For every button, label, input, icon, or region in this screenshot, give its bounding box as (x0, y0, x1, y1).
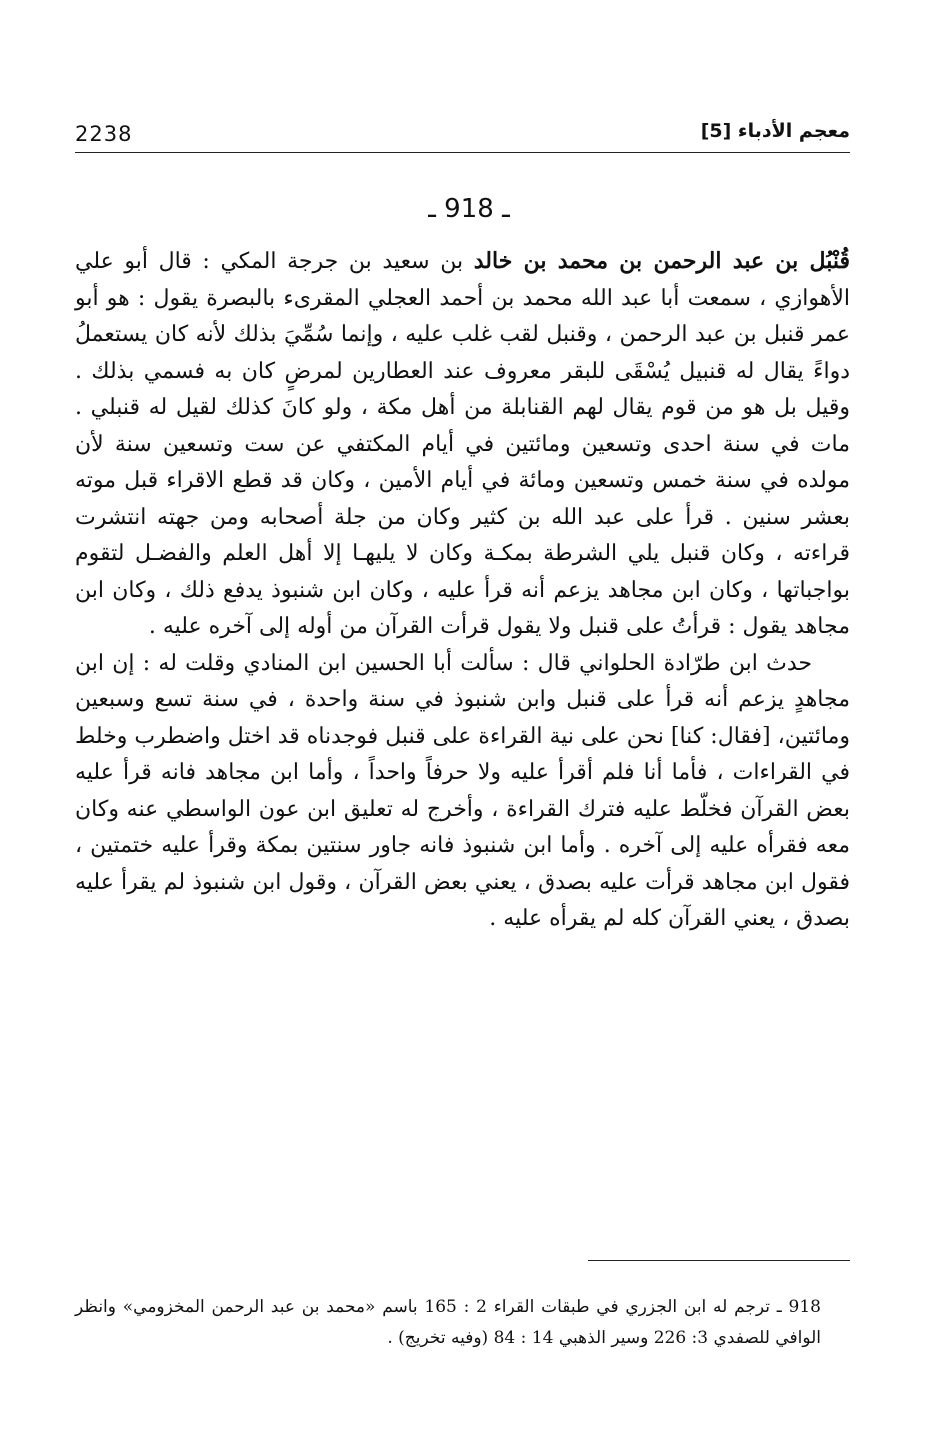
subject-name: قُنْبُل بن عبد الرحمن بن محمد بن خالد (473, 248, 850, 274)
running-header (75, 120, 850, 153)
footnote-divider (588, 1260, 850, 1261)
footnote: 918 ـ ترجم له ابن الجزري في طبقات القراء 2 : 165 باسم «محمد بن عبد الرحمن المخزومي» وانظر الوافي للصفدي 3: 226 وسير الذهبي 14 : 84 (وفيه تخريج) . (75, 1297, 821, 1348)
page-number: 2238 (75, 122, 133, 146)
book-title: معجم الأدباء [5] (700, 120, 850, 142)
paragraph-2: حدث ابن طرّادة الحلواني قال : سألت أبا الحسين ابن المنادي وقلت له : إن ابن مجاهدٍ يزعم أنه قرأ على قنبل وابن شنبوذ في سنة واحدة ، في سنة تسع وسبعين ومائتين، [فقال: كنا] نحن على نية القراءة على قنبل فوجدناه قد اختل واضطرب وخلط في القراءات ، فأما أنا فلم أقرأ عليه ولا حرفاً واحداً ، وأما ابن مجاهد فانه قرأ عليه بعض القرآن فخلّط عليه فترك القراءة ، وأخرج له تعليق ابن عون الواسطي عنه وكان معه فقرأه عليه إلى آخره . وأما ابن شنبوذ فانه جاور سنتين بمكة وقرأ عليه ختمتين ، فقول ابن مجاهد قرأت عليه بصدق ، يعني بعض القرآن ، وقول ابن شنبوذ لم يقرأ عليه بصدق ، يعني القرآن كله لم يقرأه عليه . (75, 650, 850, 931)
entry-number: ـ 918 ـ (428, 194, 510, 224)
entry-body (75, 243, 850, 938)
paragraph-1-text: بن سعيد بن جرجة المكي : قال أبو علي الأهوازي ، سمعت أبا عبد الله محمد بن أحمد العجلي المقرىء بالبصرة يقول : هو أبو عمر قنبل بن عبد الرحمن ، وقنبل لقب غلب عليه ، وإنما سُمِّيَ بذلك لأنه كان يستعملُ دواءً يقال له قنبيل يُسْقَى للبقر معروف عند العطارين لمرضٍ كان به فسمي بذلك . وقيل بل هو من قوم يقال لهم القنابلة من أهل مكة ، ولو كانَ كذلك لقيل له قنبلي . مات في سنة احدى وتسعين ومائتين في أيام المكتفي عن ست وتسعين سنة لأن مولده في سنة خمس وتسعين ومائة في أيام الأمين ، وكان قد قطع الاقراء قبل موته بعشر سنين . قرأ على عبد الله بن كثير وكان من جلة أصحابه ومن جهته انتشرت قراءته ، وكان قنبل يلي الشرطة بمكـة وكان لا يليهـا إلا أهل العلم والفضـل لتقوم بواجباتها ، وكان ابن مجاهد يزعم أنه قرأ عليه ، وكان ابن شنبوذ يدفع ذلك ، وكان ابن مجاهد يقول : قرأتُ على قنبل ولا يقول قرأت القرآن من أوله إلى آخره عليه . (75, 249, 851, 639)
paragraph-1 (75, 243, 850, 646)
